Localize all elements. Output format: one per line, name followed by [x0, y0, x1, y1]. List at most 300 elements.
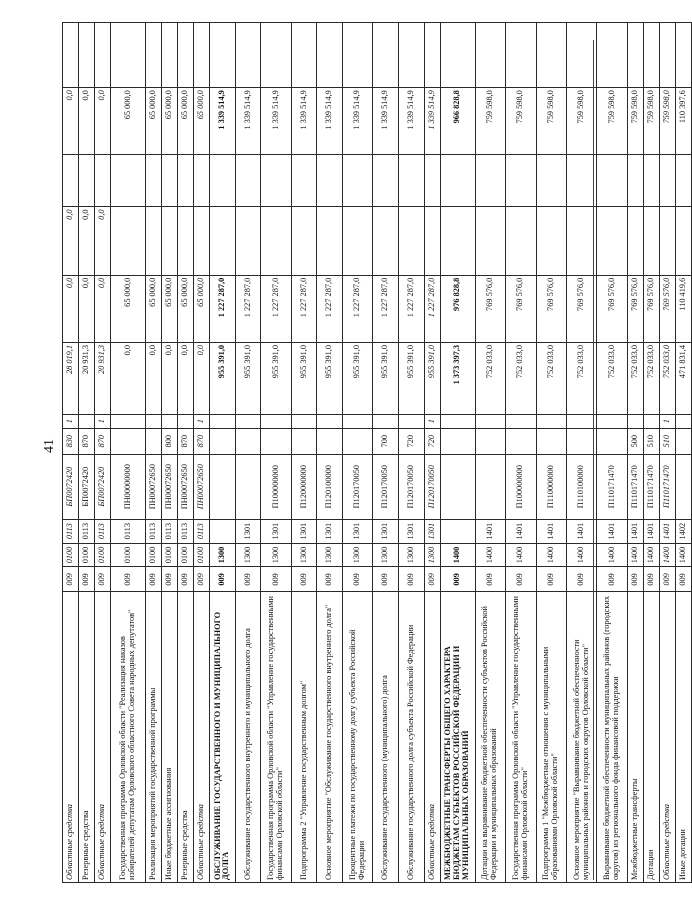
amount-4 [659, 155, 675, 207]
code-subsection: 1301 [291, 519, 317, 543]
amount-2: 769 576,0 [643, 275, 659, 342]
amount-1: 955 391,0 [342, 343, 372, 415]
code-source-flag [643, 414, 659, 428]
table-row [95, 23, 111, 883]
amount-4 [398, 155, 424, 207]
code-source-flag [475, 414, 505, 428]
amount-6 [146, 23, 162, 88]
code-source-flag [146, 414, 162, 428]
amount-2: 65 000,0 [162, 275, 178, 342]
amount-5: 1 339 514,9 [291, 88, 317, 155]
amount-1: 752 033,0 [597, 343, 627, 415]
code-subsection: 1401 [475, 519, 505, 543]
code-source-flag [291, 414, 317, 428]
amount-1: 752 033,0 [475, 343, 505, 415]
row-name: Областные средства [194, 592, 210, 883]
amount-5: 759 598,0 [536, 88, 566, 155]
code-expense-type: 870 [178, 428, 194, 454]
table-row [373, 23, 399, 883]
code-expense-type [475, 428, 505, 454]
code-expense-type: 500 [627, 428, 643, 454]
code-ved: 009 [79, 567, 95, 592]
code-target-article: ПН00072650 [146, 454, 162, 519]
code-source-flag [210, 414, 236, 428]
code-expense-type [261, 428, 291, 454]
row-name: Иные бюджетные ассигнования [162, 592, 178, 883]
code-ved: 009 [506, 567, 536, 592]
amount-5: 759 598,0 [566, 88, 596, 155]
code-section: 0100 [162, 543, 178, 567]
amount-4 [63, 155, 79, 207]
amount-1: 28 019,1 [63, 343, 79, 415]
amount-2: 1 227 287,0 [261, 275, 291, 342]
amount-5: 759 598,0 [627, 88, 643, 155]
amount-2: 1 227 287,0 [398, 275, 424, 342]
amount-3: 0,0 [79, 207, 95, 275]
code-subsection [210, 519, 236, 543]
row-name: Дотации на выравнивание бюджетной обеспеченности субъектов Российской Федерации и муниципальных образований [475, 592, 505, 883]
amount-3: 0,0 [63, 207, 79, 275]
row-name: Государственная программа Орловской области "Управление государственными финансами Орловской области" [506, 592, 536, 883]
code-source-flag [317, 414, 343, 428]
amount-5: 0,0 [95, 88, 111, 155]
code-expense-type [536, 428, 566, 454]
code-ved: 009 [162, 567, 178, 592]
row-name: Основное мероприятие "Выравнивание бюджетной обеспеченности муниципальных районов и городских округов Орловской области" [566, 592, 596, 883]
code-section: 0100 [178, 543, 194, 567]
code-target-article [235, 454, 261, 519]
amount-2: 1 227 287,0 [342, 275, 372, 342]
code-ved: 009 [536, 567, 566, 592]
amount-1: 955 391,0 [261, 343, 291, 415]
code-source-flag [506, 414, 536, 428]
code-target-article: П120170050 [342, 454, 372, 519]
code-source-flag: 1 [194, 414, 210, 428]
code-subsection: 1301 [424, 519, 440, 543]
code-target-article: ПН00072650 [162, 454, 178, 519]
code-section: 1400 [566, 543, 596, 567]
amount-1: 955 391,0 [235, 343, 261, 415]
code-subsection: 1301 [261, 519, 291, 543]
code-ved: 009 [475, 567, 505, 592]
amount-4 [235, 155, 261, 207]
table-row [643, 23, 659, 883]
amount-5: 759 598,0 [506, 88, 536, 155]
code-expense-type [210, 428, 236, 454]
amount-6 [178, 23, 194, 88]
code-expense-type [597, 428, 627, 454]
code-source-flag [342, 414, 372, 428]
row-name: Выравнивание бюджетной обеспеченности муниципальных районов (городских округов) из регионального фонда финансовой поддержки [597, 592, 627, 883]
code-target-article: БП0072420 [95, 454, 111, 519]
amount-6 [643, 23, 659, 88]
code-source-flag [162, 414, 178, 428]
row-name: Областные средства [424, 592, 440, 883]
amount-4 [178, 155, 194, 207]
amount-3 [627, 207, 643, 275]
amount-1: 752 033,0 [627, 343, 643, 415]
code-source-flag [440, 414, 475, 428]
code-source-flag [79, 414, 95, 428]
page-number: 41 [42, 439, 57, 453]
code-source-flag [597, 414, 627, 428]
amount-2: 65 000,0 [111, 275, 146, 342]
amount-3 [178, 207, 194, 275]
amount-4 [95, 155, 111, 207]
amount-3 [342, 207, 372, 275]
amount-5: 759 598,0 [659, 88, 675, 155]
amount-2: 1 227 287,0 [317, 275, 343, 342]
code-subsection: 0113 [178, 519, 194, 543]
amount-1: 955 391,0 [317, 343, 343, 415]
code-ved: 009 [675, 567, 691, 592]
code-expense-type [506, 428, 536, 454]
code-ved: 009 [440, 567, 475, 592]
amount-3 [291, 207, 317, 275]
code-source-flag [111, 414, 146, 428]
code-ved: 009 [210, 567, 236, 592]
row-name: Реализация мероприятий государственной программы [146, 592, 162, 883]
amount-3 [317, 207, 343, 275]
budget-table [62, 22, 692, 883]
code-target-article: П110000000 [536, 454, 566, 519]
code-ved: 009 [235, 567, 261, 592]
code-subsection: 1401 [506, 519, 536, 543]
amount-5: 65 000,0 [178, 88, 194, 155]
code-expense-type: 720 [398, 428, 424, 454]
amount-3 [235, 207, 261, 275]
amount-4 [194, 155, 210, 207]
amount-2: 0,0 [79, 275, 95, 342]
table-row [627, 23, 643, 883]
amount-5: 65 000,0 [162, 88, 178, 155]
table-row [424, 23, 440, 883]
amount-2: 769 576,0 [627, 275, 643, 342]
amount-5: 1 339 514,9 [235, 88, 261, 155]
table-row [317, 23, 343, 883]
code-expense-type: 700 [373, 428, 399, 454]
row-name: Областные средства [95, 592, 111, 883]
amount-5: 1 339 514,9 [342, 88, 372, 155]
amount-5: 1 339 514,9 [261, 88, 291, 155]
amount-3 [373, 207, 399, 275]
amount-2: 976 828,8 [440, 275, 475, 342]
amount-6 [111, 23, 146, 88]
amount-4 [475, 155, 505, 207]
code-section: 0100 [79, 543, 95, 567]
code-source-flag: 1 [659, 414, 675, 428]
row-name: Государственная программа Орловской области "Реализация наказов избирателей депутатам Орловского областного Совета народных депутатов" [111, 592, 146, 883]
amount-2: 769 576,0 [506, 275, 536, 342]
amount-6 [235, 23, 261, 88]
code-subsection: 1401 [659, 519, 675, 543]
amount-1: 0,0 [194, 343, 210, 415]
amount-1: 471 831,4 [675, 343, 691, 415]
amount-1: 0,0 [178, 343, 194, 415]
amount-4 [261, 155, 291, 207]
row-name: Резервные средства [79, 592, 95, 883]
code-target-article: П120170050 [424, 454, 440, 519]
amount-2: 769 576,0 [536, 275, 566, 342]
amount-6 [194, 23, 210, 88]
row-name: Областные средства [659, 592, 675, 883]
code-expense-type: 510 [643, 428, 659, 454]
table-row [178, 23, 194, 883]
code-subsection: 0113 [162, 519, 178, 543]
amount-4 [424, 155, 440, 207]
amount-6 [506, 23, 536, 88]
code-ved: 009 [261, 567, 291, 592]
amount-3 [398, 207, 424, 275]
table-row [210, 23, 236, 883]
code-source-flag [675, 414, 691, 428]
code-subsection: 1301 [317, 519, 343, 543]
code-expense-type: 870 [95, 428, 111, 454]
code-source-flag: 1 [424, 414, 440, 428]
amount-2: 1 227 287,0 [235, 275, 261, 342]
code-ved: 009 [178, 567, 194, 592]
code-target-article: П100000000 [261, 454, 291, 519]
table-row [146, 23, 162, 883]
amount-5: 1 339 514,9 [373, 88, 399, 155]
code-section: 1300 [261, 543, 291, 567]
table-row [342, 23, 372, 883]
amount-1: 0,0 [146, 343, 162, 415]
amount-3 [261, 207, 291, 275]
code-subsection: 1301 [398, 519, 424, 543]
code-source-flag: 1 [95, 414, 111, 428]
code-target-article: ПН00072650 [194, 454, 210, 519]
amount-1: 752 033,0 [536, 343, 566, 415]
amount-2: 1 227 287,0 [424, 275, 440, 342]
code-subsection: 1301 [235, 519, 261, 543]
code-section: 1400 [506, 543, 536, 567]
row-name: Обслуживание государственного (муниципального) долга [373, 592, 399, 883]
amount-2: 110 419,6 [675, 275, 691, 342]
code-ved: 009 [643, 567, 659, 592]
amount-6 [342, 23, 372, 88]
amount-1: 752 033,0 [659, 343, 675, 415]
row-name: Межбюджетные трансферты [627, 592, 643, 883]
amount-6 [536, 23, 566, 88]
code-ved: 009 [291, 567, 317, 592]
code-section: 0100 [194, 543, 210, 567]
code-ved: 009 [398, 567, 424, 592]
code-expense-type [342, 428, 372, 454]
code-subsection [440, 519, 475, 543]
row-name: Подпрограмма 1 "Межбюджетные отношения с муниципальными образованиями Орловской области" [536, 592, 566, 883]
code-expense-type: 800 [162, 428, 178, 454]
amount-4 [317, 155, 343, 207]
code-section: 1300 [342, 543, 372, 567]
amount-1: 20 931,3 [95, 343, 111, 415]
amount-2: 1 227 287,0 [373, 275, 399, 342]
amount-1: 752 033,0 [566, 343, 596, 415]
row-name: Резервные средства [178, 592, 194, 883]
code-target-article [475, 454, 505, 519]
code-section: 1400 [440, 543, 475, 567]
page-edge-rule [593, 40, 594, 880]
amount-6 [95, 23, 111, 88]
code-section: 1300 [210, 543, 236, 567]
table-body [63, 23, 692, 883]
amount-2: 769 576,0 [597, 275, 627, 342]
code-subsection: 1401 [566, 519, 596, 543]
amount-6 [627, 23, 643, 88]
amount-3 [162, 207, 178, 275]
amount-6 [398, 23, 424, 88]
amount-4 [440, 155, 475, 207]
code-expense-type [235, 428, 261, 454]
amount-5: 759 598,0 [597, 88, 627, 155]
amount-2: 769 576,0 [566, 275, 596, 342]
amount-6 [475, 23, 505, 88]
amount-2: 1 227 287,0 [291, 275, 317, 342]
amount-3 [643, 207, 659, 275]
amount-4 [597, 155, 627, 207]
code-section: 0100 [111, 543, 146, 567]
amount-4 [506, 155, 536, 207]
amount-1: 955 391,0 [424, 343, 440, 415]
amount-2: 65 000,0 [146, 275, 162, 342]
code-section: 1400 [475, 543, 505, 567]
code-target-article: П110171470 [643, 454, 659, 519]
code-subsection: 1401 [627, 519, 643, 543]
code-section: 1400 [597, 543, 627, 567]
amount-6 [675, 23, 691, 88]
amount-3 [194, 207, 210, 275]
row-name: МЕЖБЮДЖЕТНЫЕ ТРАНСФЕРТЫ ОБЩЕГО ХАРАКТЕРА БЮДЖЕТАМ СУБЪЕКТОВ РОССИЙСКОЙ ФЕДЕРАЦИИ И МУНИЦИПАЛЬНЫХ ОБРАЗОВАНИЙ [440, 592, 475, 883]
amount-2: 1 227 287,0 [210, 275, 236, 342]
amount-1: 955 391,0 [210, 343, 236, 415]
code-expense-type: 870 [79, 428, 95, 454]
row-name: ОБСЛУЖИВАНИЕ ГОСУДАРСТВЕННОГО И МУНИЦИПАЛЬНОГО ДОЛГА [210, 592, 236, 883]
amount-4 [536, 155, 566, 207]
code-expense-type: 510 [659, 428, 675, 454]
amount-3 [210, 207, 236, 275]
code-source-flag [398, 414, 424, 428]
code-source-flag [261, 414, 291, 428]
code-ved: 009 [95, 567, 111, 592]
amount-5: 0,0 [63, 88, 79, 155]
table-row [475, 23, 505, 883]
code-target-article: П120000000 [291, 454, 317, 519]
code-target-article: П110171470 [597, 454, 627, 519]
code-expense-type [111, 428, 146, 454]
row-name: Процентные платежи по государственному долгу субъекта Российской Федерации [342, 592, 372, 883]
code-expense-type [317, 428, 343, 454]
amount-6 [79, 23, 95, 88]
code-subsection: 0113 [146, 519, 162, 543]
code-section: 1400 [536, 543, 566, 567]
amount-2: 65 000,0 [194, 275, 210, 342]
code-target-article: БП0072420 [79, 454, 95, 519]
code-subsection: 0113 [194, 519, 210, 543]
amount-4 [291, 155, 317, 207]
code-ved: 009 [63, 567, 79, 592]
table-row [675, 23, 691, 883]
table-row [440, 23, 475, 883]
code-section: 0100 [63, 543, 79, 567]
code-section: 1300 [424, 543, 440, 567]
table-row [398, 23, 424, 883]
code-ved: 009 [597, 567, 627, 592]
row-name: Дотации [643, 592, 659, 883]
amount-5: 759 598,0 [643, 88, 659, 155]
amount-4 [643, 155, 659, 207]
code-target-article: БП0072420 [63, 454, 79, 519]
code-source-flag: 1 [63, 414, 79, 428]
amount-5: 65 000,0 [194, 88, 210, 155]
amount-3 [675, 207, 691, 275]
amount-3 [475, 207, 505, 275]
amount-6 [63, 23, 79, 88]
amount-5: 65 000,0 [146, 88, 162, 155]
row-name: Государственная программа Орловской области "Управление государственными финансами Орловской области" [261, 592, 291, 883]
code-ved: 009 [373, 567, 399, 592]
amount-3 [536, 207, 566, 275]
table-row [597, 23, 627, 883]
code-ved: 009 [146, 567, 162, 592]
code-section: 0100 [95, 543, 111, 567]
amount-6 [162, 23, 178, 88]
table-row [111, 23, 146, 883]
amount-1: 955 391,0 [398, 343, 424, 415]
amount-3 [659, 207, 675, 275]
amount-3 [506, 207, 536, 275]
table-row [194, 23, 210, 883]
amount-4 [162, 155, 178, 207]
code-section: 1400 [675, 543, 691, 567]
row-name: Обслуживание государственного долга субъекта Российской Федерации [398, 592, 424, 883]
amount-1: 0,0 [111, 343, 146, 415]
amount-1: 752 033,0 [506, 343, 536, 415]
code-ved: 009 [627, 567, 643, 592]
amount-6 [597, 23, 627, 88]
code-expense-type [291, 428, 317, 454]
code-source-flag [178, 414, 194, 428]
code-ved: 009 [659, 567, 675, 592]
table-row [659, 23, 675, 883]
code-target-article: ПН00000000 [111, 454, 146, 519]
code-subsection: 1401 [643, 519, 659, 543]
code-subsection: 0113 [111, 519, 146, 543]
row-name: Иные дотации [675, 592, 691, 883]
code-source-flag [627, 414, 643, 428]
code-target-article: ПН00072650 [178, 454, 194, 519]
code-section: 1400 [659, 543, 675, 567]
code-subsection: 0113 [63, 519, 79, 543]
code-target-article [440, 454, 475, 519]
code-ved: 009 [111, 567, 146, 592]
code-ved: 009 [194, 567, 210, 592]
code-section: 1300 [373, 543, 399, 567]
code-section: 1400 [627, 543, 643, 567]
amount-1: 20 931,3 [79, 343, 95, 415]
code-target-article: П110171470 [659, 454, 675, 519]
code-ved: 009 [342, 567, 372, 592]
code-target-article [675, 454, 691, 519]
rotated-table-container [62, 22, 687, 883]
amount-5: 0,0 [79, 88, 95, 155]
code-target-article: П110100000 [566, 454, 596, 519]
code-target-article [210, 454, 236, 519]
code-expense-type [440, 428, 475, 454]
code-source-flag [536, 414, 566, 428]
code-section: 1300 [235, 543, 261, 567]
code-target-article: П110171470 [627, 454, 643, 519]
amount-1: 1 373 397,3 [440, 343, 475, 415]
